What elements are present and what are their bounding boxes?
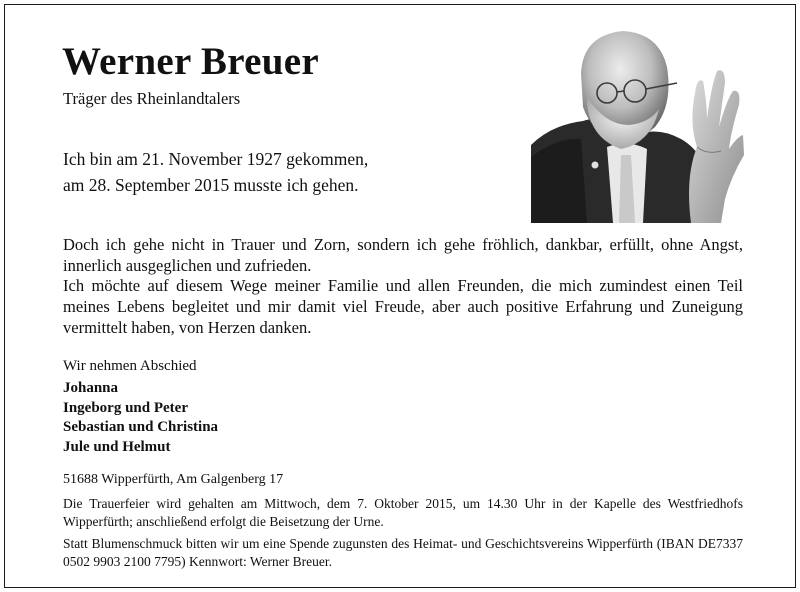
obituary-frame <box>4 4 796 588</box>
message-paragraph: Doch ich gehe nicht in Trauer und Zorn, sondern ich gehe fröhlich, dankbar, erfüllt, ohne Angst, innerlich ausgeglichen und zufrieden. <box>63 235 743 275</box>
deceased-name: Werner Breuer <box>62 40 319 83</box>
message-paragraph: Ich möchte auf diesem Wege meiner Familie und allen Freunden, die mich zumindest einen Teil meines Lebens begleitet und mir damit viel Freude, aber auch positive Erfahrung und Zuneigung vermittelt haben, von Herzen danken. <box>63 276 743 337</box>
mourner-name: Sebastian und Christina <box>63 419 219 435</box>
donation-info: Statt Blumenschmuck bitten wir um eine Spende zugunsten des Heimat- und Geschichtsvereins Wipperfürth (IBAN DE7337 0502 9903 2100 7795) Kennwort: Werner Breuer. <box>63 536 743 569</box>
portrait-photo <box>531 27 744 223</box>
mourner-name: Johanna <box>63 380 119 396</box>
mourner-name: Jule und Helmut <box>63 438 171 455</box>
farewell-intro: Wir nehmen Abschied <box>63 358 197 374</box>
obituary-notice <box>5 5 797 589</box>
death-line: am 28. September 2015 musste ich gehen. <box>63 175 359 195</box>
mourners-list <box>63 379 218 457</box>
mourner-name: Ingeborg und Peter <box>63 399 188 416</box>
funeral-info: Die Trauerfeier wird gehalten am Mittwoch, dem 7. Oktober 2015, um 14.30 Uhr in der Kapelle des Westfriedhofs Wipperfürth; anschließend erfolgt die Beisetzung der Urne. <box>63 496 743 529</box>
honor-title: Träger des Rheinlandtalers <box>63 89 241 108</box>
mourners-address: 51688 Wipperfürth, Am Galgenberg 17 <box>63 472 284 487</box>
funeral-details <box>63 495 743 575</box>
life-dates <box>63 146 368 198</box>
birth-line: Ich bin am 21. November 1927 gekommen, <box>63 149 369 169</box>
farewell-message <box>63 235 743 339</box>
